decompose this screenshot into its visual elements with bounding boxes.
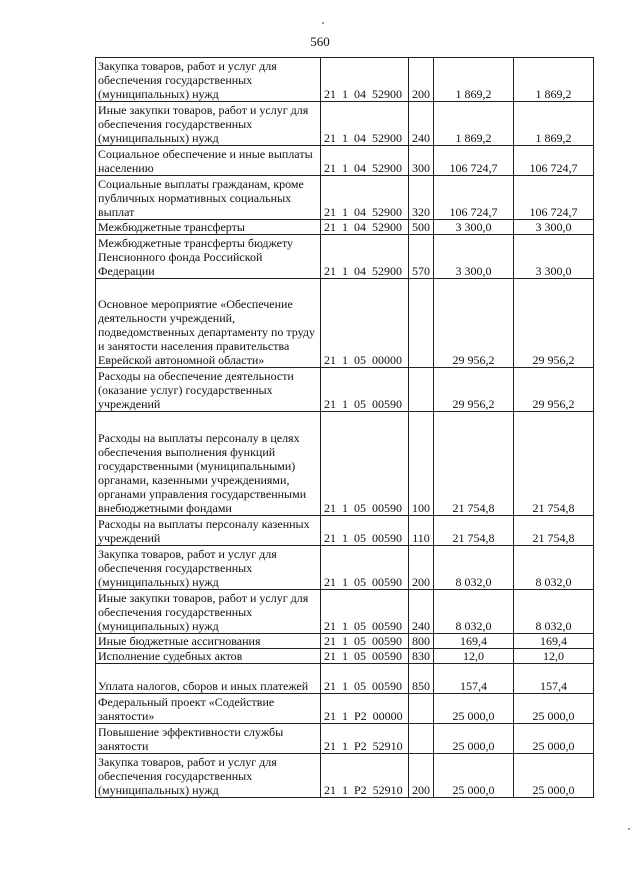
row-amount-2: 169,4 (514, 634, 594, 649)
row-name: Расходы на выплаты персоналу казенных учреждений (96, 516, 321, 546)
row-expense-type: 850 (409, 664, 434, 694)
row-target-code: 21 1 05 00590 (321, 649, 409, 664)
row-expense-type: 570 (409, 235, 434, 279)
row-target-code: 21 1 P2 52910 (321, 754, 409, 798)
table-row (96, 368, 594, 412)
table-row (96, 664, 594, 694)
row-amount-2: 1 869,2 (514, 102, 594, 146)
row-amount-2: 21 754,8 (514, 516, 594, 546)
row-expense-type: 200 (409, 754, 434, 798)
row-amount-1: 25 000,0 (434, 694, 514, 724)
row-name: Межбюджетные трансферты (96, 220, 321, 235)
table-row (96, 412, 594, 516)
row-amount-1: 8 032,0 (434, 590, 514, 634)
table-row (96, 546, 594, 590)
row-name: Закупка товаров, работ и услуг для обеспечения государственных (муниципальных) нужд (96, 58, 321, 102)
row-name: Иные закупки товаров, работ и услуг для обеспечения государственных (муниципальных) нужд (96, 590, 321, 634)
row-name: Расходы на выплаты персоналу в целях обеспечения выполнения функций государственными (муниципальными) органами, казенными учреждениями, органами управления государственными внебюджетными фондами (96, 412, 321, 516)
row-name: Межбюджетные трансферты бюджету Пенсионного фонда Российской Федерации (96, 235, 321, 279)
row-target-code: 21 1 05 00590 (321, 546, 409, 590)
row-target-code: 21 1 05 00590 (321, 634, 409, 649)
row-name: Иные закупки товаров, работ и услуг для обеспечения государственных (муниципальных) нужд (96, 102, 321, 146)
row-amount-2: 29 956,2 (514, 279, 594, 368)
row-amount-1: 25 000,0 (434, 724, 514, 754)
row-expense-type: 500 (409, 220, 434, 235)
row-amount-1: 1 869,2 (434, 58, 514, 102)
row-name: Социальное обеспечение и иные выплаты населению (96, 146, 321, 176)
row-name: Социальные выплаты гражданам, кроме публичных нормативных социальных выплат (96, 176, 321, 220)
row-amount-2: 106 724,7 (514, 176, 594, 220)
row-expense-type: 240 (409, 590, 434, 634)
row-amount-2: 29 956,2 (514, 368, 594, 412)
table-row (96, 102, 594, 146)
budget-table (95, 57, 594, 798)
row-target-code: 21 1 04 52900 (321, 146, 409, 176)
row-target-code: 21 1 04 52900 (321, 176, 409, 220)
row-name: Уплата налогов, сборов и иных платежей (96, 664, 321, 694)
table-row (96, 220, 594, 235)
row-name: Основное мероприятие «Обеспечение деятельности учреждений, подведомственных департаменту по труду и занятости населения правительства Еврейской автономной области» (96, 279, 321, 368)
table-row (96, 649, 594, 664)
row-expense-type: 200 (409, 546, 434, 590)
table-row (96, 694, 594, 724)
row-amount-2: 8 032,0 (514, 546, 594, 590)
row-target-code: 21 1 04 52900 (321, 235, 409, 279)
table-row (96, 176, 594, 220)
row-amount-2: 12,0 (514, 649, 594, 664)
row-amount-2: 21 754,8 (514, 412, 594, 516)
row-target-code: 21 1 05 00590 (321, 664, 409, 694)
scan-speck (322, 22, 324, 24)
row-amount-2: 1 869,2 (514, 58, 594, 102)
row-name: Федеральный проект «Содействие занятости» (96, 694, 321, 724)
row-amount-1: 21 754,8 (434, 516, 514, 546)
page-number: 560 (310, 34, 330, 49)
row-amount-1: 29 956,2 (434, 279, 514, 368)
table-row (96, 235, 594, 279)
table-row (96, 590, 594, 634)
table-row (96, 58, 594, 102)
row-name: Исполнение судебных актов (96, 649, 321, 664)
row-expense-type (409, 279, 434, 368)
row-target-code: 21 1 P2 52910 (321, 724, 409, 754)
row-target-code: 21 1 05 00590 (321, 368, 409, 412)
row-amount-1: 8 032,0 (434, 546, 514, 590)
row-amount-1: 12,0 (434, 649, 514, 664)
row-name: Повышение эффективности службы занятости (96, 724, 321, 754)
table-row (96, 279, 594, 368)
row-target-code: 21 1 05 00000 (321, 279, 409, 368)
row-amount-2: 157,4 (514, 664, 594, 694)
row-expense-type (409, 724, 434, 754)
row-amount-1: 29 956,2 (434, 368, 514, 412)
row-amount-2: 3 300,0 (514, 235, 594, 279)
row-amount-1: 3 300,0 (434, 235, 514, 279)
row-amount-1: 106 724,7 (434, 176, 514, 220)
row-name: Закупка товаров, работ и услуг для обеспечения государственных (муниципальных) нужд (96, 754, 321, 798)
row-amount-2: 25 000,0 (514, 754, 594, 798)
row-amount-1: 1 869,2 (434, 102, 514, 146)
table-row (96, 634, 594, 649)
row-expense-type (409, 368, 434, 412)
row-target-code: 21 1 04 52900 (321, 102, 409, 146)
row-name: Закупка товаров, работ и услуг для обеспечения государственных (муниципальных) нужд (96, 546, 321, 590)
row-expense-type: 100 (409, 412, 434, 516)
row-amount-2: 8 032,0 (514, 590, 594, 634)
row-target-code: 21 1 P2 00000 (321, 694, 409, 724)
row-amount-2: 106 724,7 (514, 146, 594, 176)
row-amount-1: 25 000,0 (434, 754, 514, 798)
table-row (96, 516, 594, 546)
row-target-code: 21 1 04 52900 (321, 58, 409, 102)
table-row (96, 754, 594, 798)
row-amount-2: 3 300,0 (514, 220, 594, 235)
row-expense-type (409, 694, 434, 724)
row-amount-1: 21 754,8 (434, 412, 514, 516)
row-expense-type: 110 (409, 516, 434, 546)
row-amount-2: 25 000,0 (514, 724, 594, 754)
table-row (96, 724, 594, 754)
row-expense-type: 240 (409, 102, 434, 146)
row-name: Расходы на обеспечение деятельности (оказание услуг) государственных учреждений (96, 368, 321, 412)
row-name: Иные бюджетные ассигнования (96, 634, 321, 649)
row-amount-1: 106 724,7 (434, 146, 514, 176)
row-target-code: 21 1 05 00590 (321, 516, 409, 546)
row-amount-1: 169,4 (434, 634, 514, 649)
table-row (96, 146, 594, 176)
row-target-code: 21 1 05 00590 (321, 590, 409, 634)
row-amount-1: 157,4 (434, 664, 514, 694)
row-expense-type: 200 (409, 58, 434, 102)
scan-speck (628, 828, 630, 830)
row-expense-type: 300 (409, 146, 434, 176)
row-target-code: 21 1 04 52900 (321, 220, 409, 235)
row-expense-type: 320 (409, 176, 434, 220)
row-amount-1: 3 300,0 (434, 220, 514, 235)
row-amount-2: 25 000,0 (514, 694, 594, 724)
row-expense-type: 800 (409, 634, 434, 649)
row-target-code: 21 1 05 00590 (321, 412, 409, 516)
row-expense-type: 830 (409, 649, 434, 664)
